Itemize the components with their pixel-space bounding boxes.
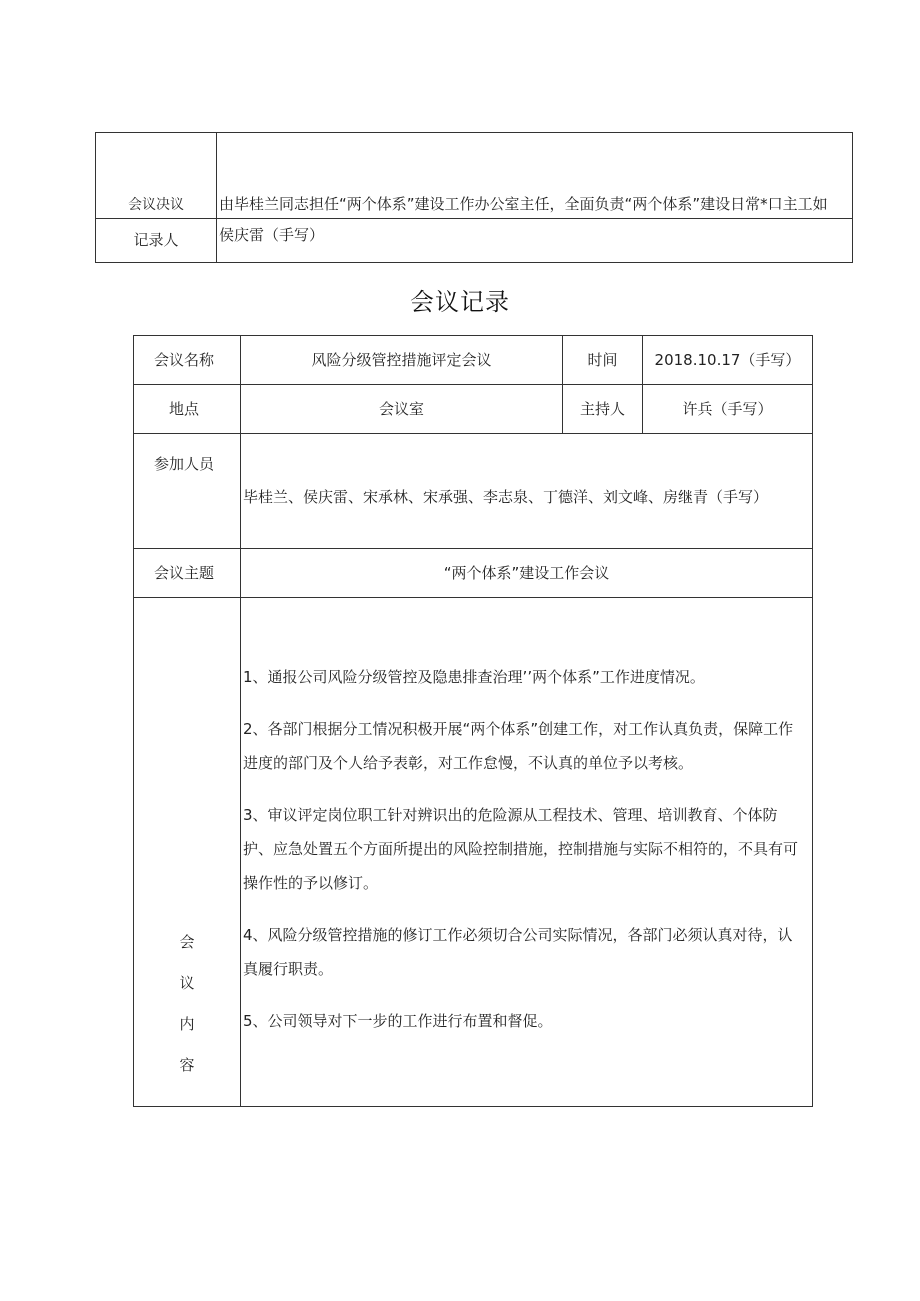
decision-text: 由毕桂兰同志担任“两个体系”建设工作办公室主任，全面负责“两个体系”建设日常*口主工如 xyxy=(217,133,853,219)
content-item: 3、审议评定岗位职工针对辨识出的危险源从工程技术、管理、培训教育、个体防护、应急处置五个方面所提出的风险控制措施，控制措施与实际不相符的，不具有可操作性的予以修订。 xyxy=(243,806,799,892)
host-label: 主持人 xyxy=(563,385,643,434)
content-label-char: 容 xyxy=(179,1056,195,1074)
content-label-char: 会 xyxy=(179,933,195,951)
decision-label: 会议决议 xyxy=(96,133,217,219)
meeting-name-value: 风险分级管控措施评定会议 xyxy=(241,336,563,385)
topic-label: 会议主题 xyxy=(134,549,241,598)
place-value: 会议室 xyxy=(241,385,563,434)
participants-value: 毕桂兰、侯庆雷、宋承林、宋承强、李志泉、丁德洋、刘文峰、房继青（手写） xyxy=(241,434,813,549)
content-item: 2、各部门根据分工情况积极开展“两个体系”创建工作，对工作认真负责，保障工作进度的部门及个人给予表彰，对工作怠慢，不认真的单位予以考核。 xyxy=(243,720,794,772)
content-item: 5、公司领导对下一步的工作进行布置和督促。 xyxy=(243,1012,553,1030)
content-label-char: 议 xyxy=(179,974,195,992)
page-title: 会议记录 xyxy=(410,288,510,316)
content-label xyxy=(134,598,241,1107)
recorder-label: 记录人 xyxy=(96,219,217,263)
content-label-char: 内 xyxy=(179,1015,195,1033)
content-item: 1、通报公司风险分级管控及隐患排查治理’’两个体系”工作进度情况。 xyxy=(243,668,705,686)
time-label: 时间 xyxy=(563,336,643,385)
time-value: 2018.10.17（手写） xyxy=(643,336,813,385)
decision-fragment-table xyxy=(95,132,853,263)
meeting-name-label: 会议名称 xyxy=(134,336,241,385)
topic-value: “两个体系”建设工作会议 xyxy=(241,549,813,598)
recorder-value: 侯庆雷（手写） xyxy=(217,219,853,263)
meeting-record-table xyxy=(133,335,813,1107)
place-label: 地点 xyxy=(134,385,241,434)
content-list xyxy=(241,598,813,1107)
host-value: 许兵（手写） xyxy=(643,385,813,434)
content-item: 4、风险分级管控措施的修订工作必须切合公司实际情况，各部门必须认真对待，认真履行职责。 xyxy=(243,926,793,978)
participants-label: 参加人员 xyxy=(134,434,241,549)
